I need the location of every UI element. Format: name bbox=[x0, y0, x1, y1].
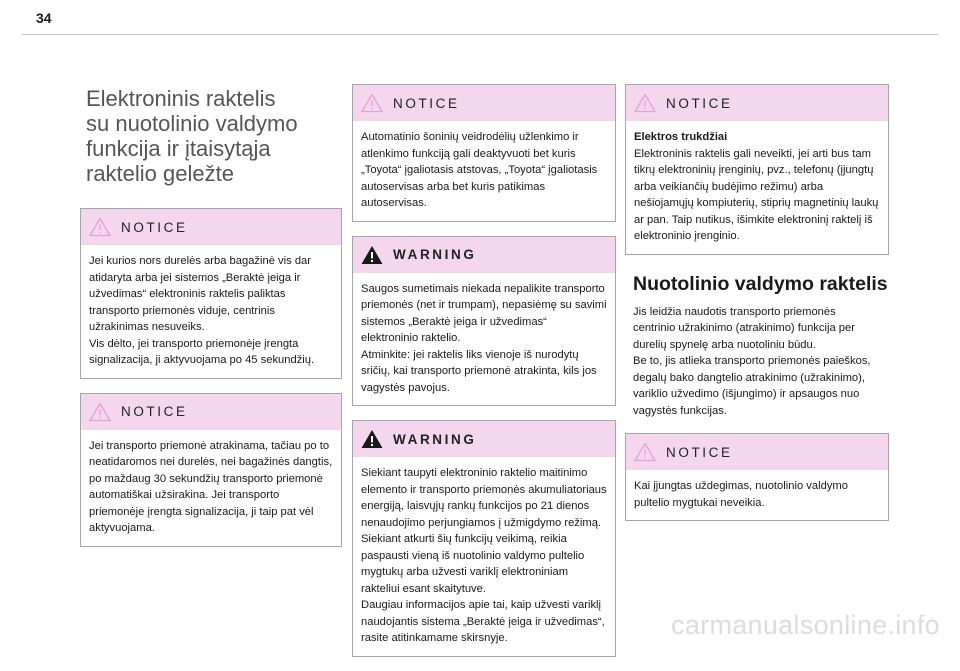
notice-header bbox=[626, 85, 888, 121]
notice-subheading: Elektros trukdžiai bbox=[634, 131, 728, 143]
warning-header bbox=[353, 237, 615, 273]
notice-line: Vis dėlto, jei transporto priemonėje įrengta signalizacija, ji aktyvuojama po 45 sekundžių. bbox=[89, 337, 315, 366]
notice-line: Jei transporto priemonė atrakinama, tačiau po to neatidaromos nei durelės, nei bagažinės dangtis, po maždaug 30 sekundžių transporto priemonė automatiškai užsirakina. Jei transporto priemonėje įrengta signalizacija, ji taip pat vėl aktyvuojama. bbox=[89, 439, 333, 534]
remote-key-paragraph bbox=[633, 304, 881, 420]
warning-triangle-filled-icon bbox=[361, 245, 383, 265]
caution-triangle-outline-icon bbox=[361, 93, 383, 113]
notice-text bbox=[81, 430, 341, 546]
caution-triangle-outline-icon bbox=[89, 402, 111, 422]
paragraph-line: Be to, jis atlieka transporto priemonės paieškos, degalų bako dangtelio atrakinimo (užrakinimo), variklio užvedimo (išjungimo) ir apsaugos nuo vagystės funkcijas. bbox=[633, 355, 871, 417]
notice-text bbox=[626, 121, 888, 254]
top-divider bbox=[22, 34, 938, 35]
notice-label: NOTICE bbox=[121, 219, 188, 235]
section-title-line: raktelio geležte bbox=[86, 161, 234, 186]
warning-box bbox=[352, 236, 616, 407]
column-1 bbox=[80, 84, 342, 561]
notice-box bbox=[625, 433, 889, 521]
notice-header bbox=[81, 209, 341, 245]
notice-label: NOTICE bbox=[393, 95, 460, 111]
remote-key-heading: Nuotolinio valdymo raktelis bbox=[633, 272, 888, 295]
caution-triangle-outline-icon bbox=[634, 93, 656, 113]
notice-box bbox=[352, 84, 616, 222]
warning-text bbox=[353, 273, 615, 406]
caution-triangle-outline-icon bbox=[634, 442, 656, 462]
warning-line: Atminkite: jei raktelis liks vienoje iš nurodytų sričių, kai transporto priemonė atrakinta, kils jos vagystės pavojus. bbox=[361, 348, 597, 394]
section-title-line: funkcija ir įtaisytąja bbox=[86, 136, 271, 161]
notice-label: NOTICE bbox=[666, 444, 733, 460]
warning-label: WARNING bbox=[393, 431, 477, 447]
notice-line: Kai įjungtas uždegimas, nuotolinio valdymo pultelio mygtukai neveikia. bbox=[634, 480, 848, 509]
section-title-line: Elektroninis raktelis bbox=[86, 86, 276, 111]
watermark: carmanualsonline.info bbox=[671, 610, 940, 640]
notice-text bbox=[81, 245, 341, 378]
notice-line: Jei kurios nors durelės arba bagažinė vis dar atidaryta arba jei sistemos „Beraktė įeiga ir užvedimas“ elektroninis raktelis paliktas transporto priemonės viduje, centrinis užrakinimas nesuveiks. bbox=[89, 255, 312, 333]
notice-box bbox=[80, 208, 342, 379]
warning-triangle-filled-icon bbox=[361, 429, 383, 449]
warning-line: Saugos sumetimais niekada nepalikite transporto priemonės (net ir trumpam), nepasiėmę su savimi sistemos „Beraktė įeiga ir užvedimas“ elektroninio raktelio. bbox=[361, 282, 607, 344]
column-2 bbox=[352, 84, 616, 671]
notice-header bbox=[81, 394, 341, 430]
notice-label: NOTICE bbox=[121, 404, 188, 419]
notice-header bbox=[353, 85, 615, 121]
section-title bbox=[86, 86, 342, 186]
notice-line: Elektroninis raktelis gali neveikti, jei arti bus tam tikrų elektroninių įrenginių, pvz., telefonų (įjungtų arba veikiančių budėjimo režimu) arba nešiojamųjų kompiuterių, stiprių magnetinių laukų ar pan. Taip nutikus, išimkite elektroninį raktelį iš elektroninio įrenginio. bbox=[634, 147, 879, 242]
paragraph-line: Jis leidžia naudotis transporto priemonės centrinio užrakinimo (atrakinimo) funkcija per durelių spynelę arba nuotoliniu būdu. bbox=[633, 305, 855, 351]
warning-box bbox=[352, 420, 616, 657]
warning-header bbox=[353, 421, 615, 457]
notice-text bbox=[626, 470, 888, 520]
notice-box bbox=[625, 84, 889, 255]
notice-text bbox=[353, 121, 615, 221]
notice-header bbox=[626, 434, 888, 470]
section-title-line: su nuotolinio valdymo bbox=[86, 111, 298, 136]
warning-line: Siekiant taupyti elektroninio raktelio maitinimo elemento ir transporto priemonės akumuliatoriaus energiją, laisvųjų rankų funkcijos po 21 dienos nenaudojimo perjungiamos į užmigdymo režimą. Siekiant atkurti šių funkcijų veikimą, reikia paspausti vieną iš nuotolinio valdymo pultelio mygtukų arba užvesti variklį elektroniniam rakteliui esant skaitytuve. bbox=[361, 467, 607, 595]
notice-box bbox=[80, 393, 342, 547]
notice-label: NOTICE bbox=[666, 95, 733, 111]
warning-label: WARNING bbox=[393, 247, 477, 262]
notice-line: Automatinio šoninių veidrodėlių užlenkimo ir atlenkimo funkciją gali deaktyvuoti bet kuris „Toyota“ įgaliotasis atstovas, „Toyota“ įgaliotasis autoservisas arba bet kuris patikimas autoservisas. bbox=[361, 131, 598, 209]
caution-triangle-outline-icon bbox=[89, 217, 111, 237]
column-3 bbox=[625, 84, 889, 535]
page-number: 34 bbox=[36, 10, 52, 26]
warning-text bbox=[353, 457, 615, 656]
warning-line: Daugiau informacijos apie tai, kaip užvesti variklį naudojantis sistema „Beraktė įeiga ir užvedimas“, rasite atitinkamame skirsnyje. bbox=[361, 599, 605, 644]
